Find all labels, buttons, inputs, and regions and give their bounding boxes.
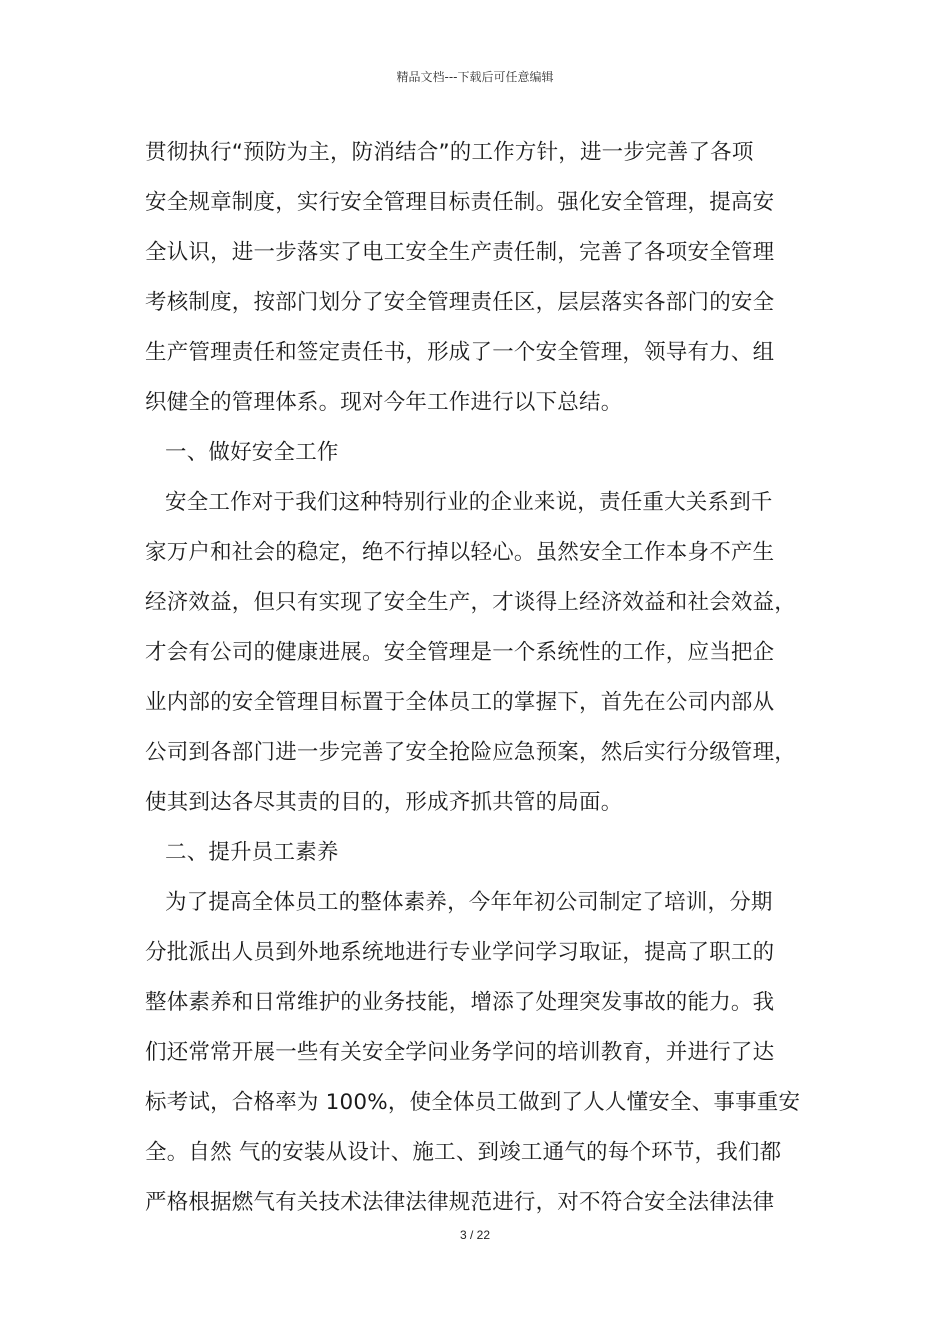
paragraph-line: 为了提高全体员工的整体素养，今年年初公司制定了培训，分期	[165, 890, 773, 915]
paragraph-line: 使其到达各尽其责的目的，形成齐抓共管的局面。	[145, 790, 623, 815]
section-heading: 二、提升员工素养	[165, 840, 339, 865]
paragraph-line: 们还常常开展一些有关安全学问业务学问的培训教育，并进行了达	[145, 1040, 775, 1065]
paragraph-line: 全。自然 气的安装从设计、施工、到竣工通气的每个环节，我们都	[145, 1140, 782, 1165]
paragraph-line: 严格根据燃气有关技术法律法律规范进行，对不符合安全法律法律	[145, 1190, 775, 1215]
paragraph-line: 家万户和社会的稳定，绝不行掉以轻心。虽然安全工作本身不产生	[145, 540, 775, 565]
paragraph-line: 才会有公司的健康进展。安全管理是一个系统性的工作，应当把企	[145, 640, 775, 665]
paragraph-line: 公司到各部门进一步完善了安全抢险应急预案，然后实行分级管理，	[145, 740, 797, 765]
paragraph-line: 全认识，进一步落实了电工安全生产责任制，完善了各项安全管理	[145, 240, 775, 265]
section-heading: 一、做好安全工作	[165, 440, 339, 465]
paragraph-line: 考核制度，按部门划分了安全管理责任区，层层落实各部门的安全	[145, 290, 775, 315]
paragraph-line: 整体素养和日常维护的业务技能，增添了处理突发事故的能力。我	[145, 990, 775, 1015]
paragraph-line: 安全规章制度，实行安全管理目标责任制。强化安全管理，提高安	[145, 190, 775, 215]
paragraph-line: 标考试，合格率为 100%，使全体员工做到了人人懂安全、事事重安	[145, 1090, 801, 1115]
page-header: 精品文档---下载后可任意编辑	[396, 70, 554, 84]
document-body	[145, 128, 825, 1228]
paragraph-line: 分批派出人员到外地系统地进行专业学问学习取证，提高了职工的	[145, 940, 775, 965]
page-number: 3 / 22	[459, 1228, 491, 1242]
paragraph-line: 安全工作对于我们这种特别行业的企业来说，责任重大关系到千	[165, 490, 773, 515]
paragraph-line: 织健全的管理体系。现对今年工作进行以下总结。	[145, 390, 623, 415]
paragraph-line: 贯彻执行“预防为主，防消结合”的工作方针，进一步完善了各项	[145, 140, 754, 165]
paragraph-line: 经济效益，但只有实现了安全生产，才谈得上经济效益和社会效益，	[145, 590, 797, 615]
paragraph-line: 业内部的安全管理目标置于全体员工的掌握下，首先在公司内部从	[145, 690, 775, 715]
paragraph-line: 生产管理责任和签定责任书，形成了一个安全管理，领导有力、组	[145, 340, 775, 365]
